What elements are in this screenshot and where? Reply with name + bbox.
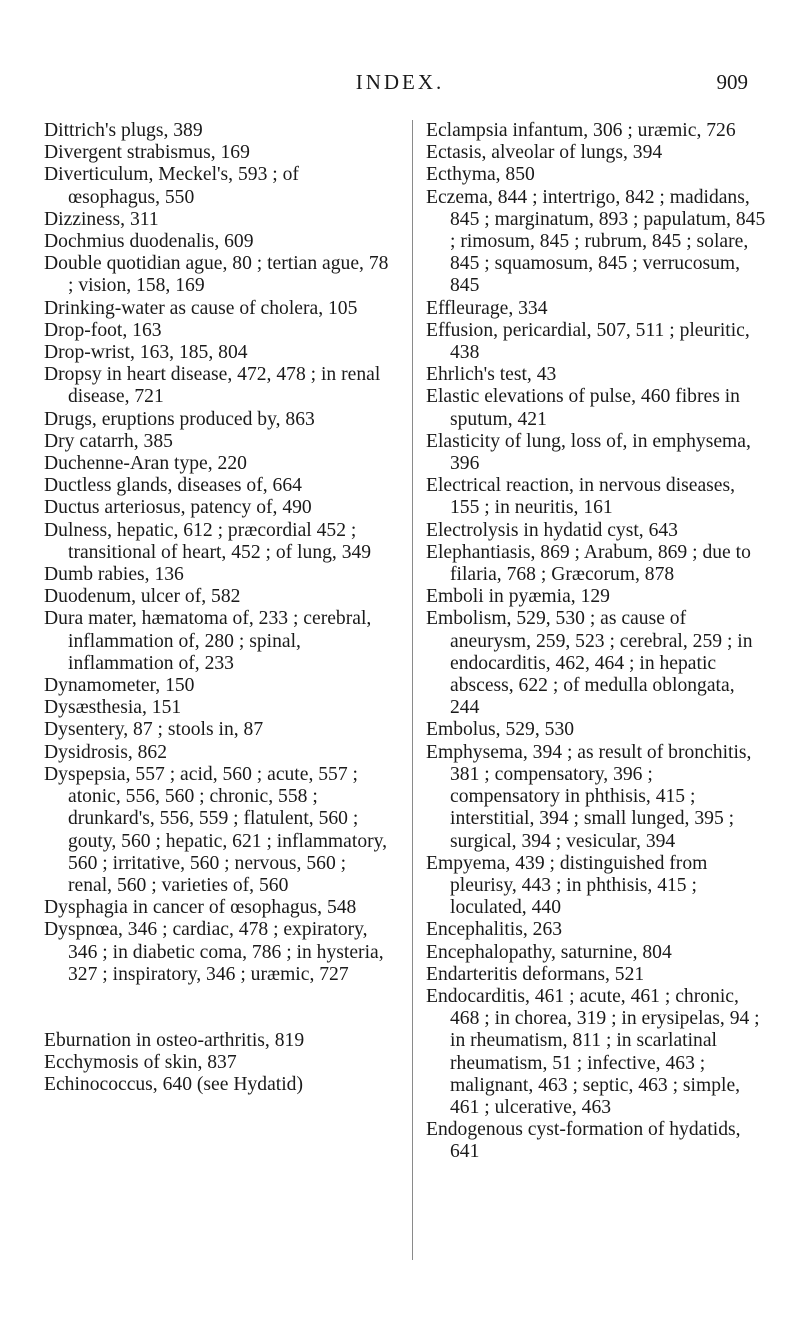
index-entry: Ectasis, alveolar of lungs, 394 [426,142,663,164]
index-entry: Embolism, 529, 530 ; as cause of aneurysm, 259, 523 ; cerebral, 259 ; in endocarditis, 462, 464 ; in hepatic abscess, 622 ; of medulla oblongata, 244 [426,608,753,719]
index-entry: Effleurage, 334 [426,297,548,319]
index-entry: Emboli in pyæmia, 129 [426,586,610,608]
index-entry: Drop-wrist, 163, 185, 804 [44,342,248,364]
index-entry: Endocarditis, 461 ; acute, 461 ; chronic, 468 ; in chorea, 319 ; in erysipelas, 94 ; in rheumatism, 811 ; in scarlatinal rheumatism, 51 ; infective, 463 ; malignant, 463 ; septic, 463 ; simple, 461 ; ulcerative, 463 [426,985,760,1118]
index-entry: Ecthyma, 850 [426,164,535,186]
column-divider [412,120,413,1260]
index-entry: Echinococcus, 640 (see Hydatid) [44,1074,303,1096]
index-entry: Elephantiasis, 869 ; Arabum, 869 ; due to filaria, 768 ; Græcorum, 878 [426,541,751,586]
index-entry: Eburnation in osteo-arthritis, 819 [44,1029,305,1051]
page-number: 909 [716,70,748,94]
index-entry: Effusion, pericardial, 507, 511 ; pleuritic, 438 [426,319,750,364]
index-entry: Dizziness, 311 [44,208,159,230]
index-entry: Diverticulum, Meckel's, 593 ; of œsophagus, 550 [44,164,299,208]
index-entry: Drop-foot, 163 [44,319,162,341]
index-entry: Double quotidian ague, 80 ; tertian ague, 78 ; vision, 158, 169 [44,253,389,297]
index-entry: Eczema, 844 ; intertrigo, 842 ; madidans, 845 ; marginatum, 893 ; papulatum, 845 ; rimosum, 845 ; rubrum, 845 ; solare, 845 ; squamosum, 845 ; verrucosum, 845 [426,186,766,297]
index-entry: Elasticity of lung, loss of, in emphysema, 396 [426,430,751,475]
index-entry: Drinking-water as cause of cholera, 105 [44,297,358,319]
index-entry: Dulness, hepatic, 612 ; præcordial 452 ; transitional of heart, 452 ; of lung, 349 [44,519,372,563]
index-entry: Encephalitis, 263 [426,919,563,941]
index-entry: Dysæsthesia, 151 [44,697,182,719]
index-entry: Electrical reaction, in nervous diseases, 155 ; in neuritis, 161 [426,475,736,519]
index-entry: Encephalopathy, saturnine, 804 [426,941,672,963]
index-entry: Dysphagia in cancer of œsophagus, 548 [44,897,357,919]
index-entry: Elastic elevations of pulse, 460 fibres in sputum, 421 [426,386,740,430]
index-entry: Duchenne-Aran type, 220 [44,453,247,475]
index-entry: Dyspnœa, 346 ; cardiac, 478 ; expiratory, 346 ; in diabetic coma, 786 ; in hysteria, 327 ; inspiratory, 346 ; uræmic, 727 [44,919,384,985]
index-entry: Dura mater, hæmatoma of, 233 ; cerebral, inflammation of, 280 ; spinal, inflammation of, 233 [44,608,372,674]
index-entry: Duodenum, ulcer of, 582 [44,586,241,608]
index-entry: Dochmius duodenalis, 609 [44,231,254,253]
running-head: INDEX. [355,70,445,94]
page-header [0,70,800,100]
index-column-right [426,120,766,1164]
index-entry: Eclampsia infantum, 306 ; uræmic, 726 [426,120,736,141]
index-entry: Ehrlich's test, 43 [426,364,557,386]
index-entry: Empyema, 439 ; distinguished from pleurisy, 443 ; in phthisis, 415 ; loculated, 440 [426,852,708,919]
index-entry: Endogenous cyst-formation of hydatids, 641 [426,1119,741,1163]
index-entry: Divergent strabismus, 169 [44,142,250,164]
index-entry: Dropsy in heart disease, 472, 478 ; in renal disease, 721 [44,364,381,408]
index-entry: Dynamometer, 150 [44,675,195,697]
index-entry: Ductus arteriosus, patency of, 490 [44,497,312,519]
index-column-left [44,120,394,1097]
index-entry: Dyspepsia, 557 ; acid, 560 ; acute, 557 ; atonic, 556, 560 ; chronic, 558 ; drunkard's, 556, 559 ; flatulent, 560 ; gouty, 560 ; hepatic, 621 ; inflammatory, 560 ; irritative, 560 ; nervous, 560 ; renal, 560 ; varieties of, 560 [44,763,388,896]
index-entry: Endarteritis deformans, 521 [426,963,645,985]
index-entry: Electrolysis in hydatid cyst, 643 [426,519,678,541]
index-entry: Emphysema, 394 ; as result of bronchitis, 381 ; compensatory, 396 ; compensatory in phthisis, 415 ; interstitial, 394 ; small lunged, 395 ; surgical, 394 ; vesicular, 394 [426,741,752,852]
index-entry: Dry catarrh, 385 [44,430,173,452]
index-entry: Drugs, eruptions produced by, 863 [44,408,315,430]
index-entry: Ductless glands, diseases of, 664 [44,475,302,497]
index-entry: Dysentery, 87 ; stools in, 87 [44,719,264,741]
index-entry: Dysidrosis, 862 [44,741,168,763]
index-entry: Dittrich's plugs, 389 [44,120,203,141]
index-entry: Embolus, 529, 530 [426,719,575,741]
index-entry: Dumb rabies, 136 [44,564,184,586]
index-entry: Ecchymosis of skin, 837 [44,1052,237,1074]
